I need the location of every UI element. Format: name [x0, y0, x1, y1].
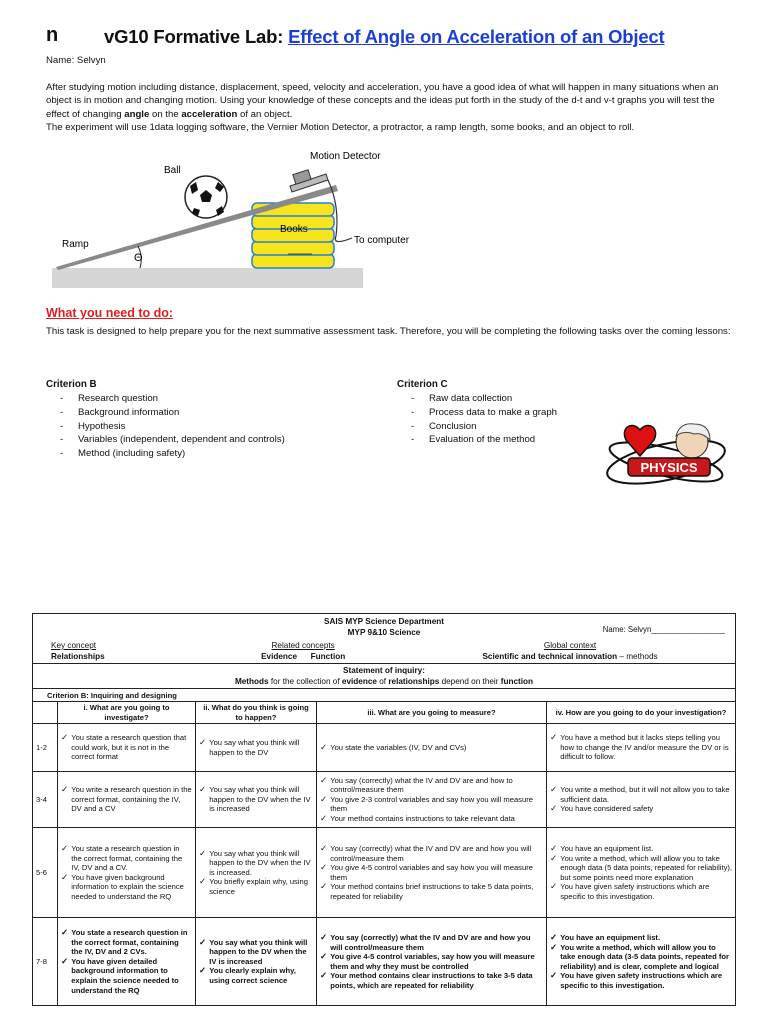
band-cell: 5-6 [33, 828, 58, 918]
check-item [199, 785, 313, 814]
criteria-cell [196, 772, 317, 828]
check-icon: ✓ [320, 862, 328, 873]
check-text: You briefly explain why, using science [209, 877, 308, 897]
global-context-value: Scientific and technical innovation [482, 652, 618, 661]
criteria-cell [196, 828, 317, 918]
global-context-suffix: – methods [617, 652, 658, 661]
band-cell: 3-4 [33, 772, 58, 828]
criteria-cell [58, 918, 196, 1006]
criteria-cell [196, 918, 317, 1006]
criteria-cell [58, 828, 196, 918]
col-head: iv. How are you going to do your investigation? [547, 702, 736, 724]
check-text: Your method contains instructions to take relevant data [330, 814, 515, 824]
rubric-name: Name: Selvyn_________________ [602, 625, 725, 634]
check-item [61, 928, 192, 957]
col-head: iii. What are you going to measure? [317, 702, 547, 724]
check-item [320, 971, 543, 990]
band-cell: 7-8 [33, 918, 58, 1006]
check-item [199, 966, 313, 985]
check-text: You write a method, but it will not allow you to take sufficient data. [560, 785, 730, 804]
check-icon: ✓ [550, 941, 558, 952]
criterion-c-list [397, 392, 597, 447]
related-concepts-cell [201, 639, 405, 664]
check-item [199, 938, 313, 967]
soi-text: depend on their [439, 677, 501, 686]
soccer-ball-icon [185, 176, 227, 218]
check-icon: ✓ [550, 931, 558, 942]
check-icon: ✓ [320, 951, 328, 962]
intro-bold-acceleration: acceleration [181, 108, 238, 120]
check-item [61, 957, 192, 995]
key-concept-cell [33, 639, 202, 664]
global-context-cell [405, 639, 735, 664]
check-icon: ✓ [320, 881, 328, 892]
check-text: You have given safety instructions which are specific to this investigation. [560, 971, 723, 990]
soi-text: for the collection of [268, 677, 342, 686]
criterion-c-title: Criterion C [397, 379, 448, 390]
check-text: You say what you think will happen to the DV when the IV is increased [209, 785, 311, 814]
col-head: i. What are you going to investigate? [58, 702, 196, 724]
list-item: - Variables (independent, dependent and controls) [46, 433, 376, 447]
check-icon: ✓ [61, 842, 69, 853]
check-item [320, 844, 543, 863]
check-item [320, 863, 543, 882]
intro-bold-angle: angle [124, 108, 150, 120]
check-item [320, 743, 543, 753]
check-item [550, 785, 732, 804]
check-icon: ✓ [199, 936, 207, 947]
soi-evidence: evidence [341, 677, 377, 686]
check-item [550, 943, 732, 972]
criterion-c-block [397, 379, 597, 447]
check-text: Your method contains brief instructions to take 5 data points, repeated for reliability [330, 882, 534, 901]
list-item: - Conclusion [397, 420, 597, 434]
check-text: You say (correctly) what the IV and DV are and how you will control/measure them [330, 843, 532, 863]
check-icon: ✓ [320, 842, 328, 853]
check-icon: ✓ [550, 842, 558, 853]
check-text: You state the variables (IV, DV and CVs) [330, 742, 467, 752]
rubric-dept: SAIS MYP Science Department [324, 617, 444, 626]
table-row [33, 918, 736, 1006]
check-item [550, 882, 732, 901]
check-icon: ✓ [550, 970, 558, 981]
i-love-physics-logo [602, 420, 732, 496]
check-text: You write a research question in the correct format, containing the IV, DV and a CV [71, 785, 192, 814]
heart-icon [624, 425, 655, 456]
criterion-b-block [46, 379, 376, 461]
check-item [199, 849, 313, 878]
motion-detector-icon [290, 170, 328, 192]
title-link[interactable]: Effect of Angle on Acceleration of an Object [288, 26, 665, 47]
check-text: You have considered safety [560, 804, 654, 814]
check-item [550, 733, 732, 762]
check-item [320, 795, 543, 814]
soi-function: function [500, 677, 534, 686]
check-item [320, 776, 543, 795]
check-icon: ✓ [199, 965, 207, 976]
check-item [550, 804, 732, 814]
check-text: You state a research question that could work, but it is not in the correct format [71, 733, 187, 762]
check-item [61, 873, 192, 902]
check-icon: ✓ [320, 813, 328, 824]
label-to-computer: To computer [354, 235, 410, 246]
check-text: You give 2-3 control variables and say how you will measure them [330, 794, 533, 814]
check-icon: ✓ [550, 732, 558, 743]
check-icon: ✓ [320, 931, 328, 942]
check-icon: ✓ [320, 793, 328, 804]
criteria-cell [547, 772, 736, 828]
name-line: Name: Selvyn [46, 55, 106, 66]
criterion-b-title: Criterion B [46, 379, 97, 390]
check-text: You have given background information to explain the science needed to understand the RQ [71, 872, 184, 901]
check-icon: ✓ [199, 784, 207, 795]
check-text: You state a research question in the correct format, containing the IV, DV and 2 CVs. [71, 928, 188, 957]
check-icon: ✓ [550, 881, 558, 892]
check-icon: ✓ [550, 784, 558, 795]
table-row [33, 724, 736, 772]
soi-text: of [376, 677, 389, 686]
band-head-cell [33, 702, 58, 724]
intro-p2: The experiment will use 1data logging software, the Vernier Motion Detector, a protractor, a ramp length, some books, and an object to roll. [46, 122, 635, 134]
col-head: ii. What do you think is going to happen? [196, 702, 317, 724]
check-text: You have a method but it lacks steps telling you how to change the IV and/or measure the DV or is difficult to follow. [560, 733, 729, 762]
related-concepts-label: Related concepts [271, 641, 335, 650]
check-icon: ✓ [61, 732, 69, 743]
related-concept-evidence: Evidence [261, 652, 298, 661]
band-cell: 1-2 [33, 724, 58, 772]
check-item [320, 882, 543, 901]
intro-mid: on the [151, 108, 179, 120]
label-motion-detector: Motion Detector [310, 151, 381, 162]
table-surface [52, 268, 363, 288]
check-icon: ✓ [199, 876, 207, 887]
criteria-cell [547, 918, 736, 1006]
check-text: You have given detailed background information to explain the science needed to understand the RQ [71, 956, 179, 995]
global-context-label: Global context [543, 641, 597, 650]
what-you-need-heading: What you need to do: [46, 306, 174, 320]
criterion-b-list [46, 392, 376, 461]
soi-label: Statement of inquiry: [343, 666, 425, 675]
experiment-diagram [40, 146, 440, 294]
criteria-cell [58, 724, 196, 772]
intro-end: of an object. [240, 108, 293, 120]
books-stack [252, 203, 334, 268]
check-icon: ✓ [320, 741, 328, 752]
check-text: You have an equipment list. [560, 843, 654, 853]
list-item: - Evaluation of the method [397, 433, 597, 447]
check-text: You have given safety instructions which are specific to this investigation. [560, 882, 710, 901]
rubric-criteria-table [32, 701, 736, 1006]
criteria-cell [196, 724, 317, 772]
label-ramp: Ramp [62, 239, 89, 250]
check-icon: ✓ [550, 852, 558, 863]
check-text: You say what you think will happen to the DV when the IV is increased. [209, 848, 311, 877]
check-item [61, 785, 192, 814]
statement-of-inquiry-cell [33, 664, 736, 689]
list-item: - Research question [46, 392, 376, 406]
check-icon: ✓ [61, 955, 69, 966]
criteria-cell [547, 724, 736, 772]
check-icon: ✓ [320, 970, 328, 981]
check-text: You give 4-5 control variables, say how you will measure them and why they must be controlled [330, 952, 535, 971]
soi-methods: Methods [234, 677, 269, 686]
page-title [104, 26, 664, 48]
criteria-cell [317, 772, 547, 828]
check-icon: ✓ [61, 927, 69, 938]
table-row [33, 772, 736, 828]
check-icon: ✓ [61, 871, 69, 882]
check-text: You say what you think will happen to the DV [209, 738, 300, 757]
logo-text: PHYSICS [640, 460, 698, 475]
intro-text [46, 81, 736, 135]
label-ball: Ball [164, 165, 181, 176]
check-item [199, 877, 313, 896]
check-icon: ✓ [61, 784, 69, 795]
check-item [550, 933, 732, 943]
check-item [550, 971, 732, 990]
list-item: - Method (including safety) [46, 447, 376, 461]
check-item [61, 844, 192, 873]
rubric-header-table [32, 613, 736, 689]
check-icon: ✓ [550, 803, 558, 814]
list-item: - Background information [46, 406, 376, 420]
check-item [550, 844, 732, 854]
check-text: You clearly explain why, using correct science [209, 966, 296, 986]
check-text: You say (correctly) what the IV and DV are and how to control/measure them [330, 775, 513, 795]
title-prefix: vG10 Formative Lab: [104, 26, 289, 47]
criteria-cell [547, 828, 736, 918]
intro-p1: After studying motion including distance, displacement, speed, velocity and acceleration, you have a good idea of what will happen in many situations when an object is in motion and changing motion. Using your knowledge of these concepts and the ideas put forth in the study of the d-t and v-t graphs you will test the effect of changing [46, 82, 719, 120]
rubric-body [33, 724, 736, 1006]
check-item [320, 933, 543, 952]
check-text: You write a method, which will allow you to take enough data (3-5 data points, repeated for reliability) and is clear, complete and logical [560, 942, 729, 971]
check-icon: ✓ [320, 774, 328, 785]
check-text: You give 4-5 control variables and say how you will measure them [330, 863, 533, 882]
check-text: You write a method, which will allow you to take enough data (5 data points, repeated for reliability), but some points need more explanation [560, 853, 733, 882]
related-concept-function: Function [310, 652, 346, 661]
label-theta: Θ [134, 252, 143, 264]
criteria-cell [317, 828, 547, 918]
check-item [199, 738, 313, 757]
check-text: You have an equipment list. [560, 932, 661, 942]
check-text: Your method contains clear instructions to take 3-5 data points, which are repeated for reliability [330, 971, 533, 990]
what-you-need-text: This task is designed to help prepare you for the next summative assessment task. Therefore, you will be completing the following tasks over the coming lessons: [46, 326, 731, 337]
page-letter: n [46, 24, 59, 46]
rubric-title-cell [33, 614, 736, 640]
list-item: - Process data to make a graph [397, 406, 597, 420]
soi-relationships: relationships [388, 677, 440, 686]
rubric-course: MYP 9&10 Science [347, 628, 421, 637]
check-icon: ✓ [199, 847, 207, 858]
check-icon: ✓ [199, 737, 207, 748]
check-item [320, 814, 543, 824]
table-row [33, 828, 736, 918]
check-item [61, 733, 192, 762]
criteria-cell [58, 772, 196, 828]
criteria-cell [317, 918, 547, 1006]
label-books: Books [280, 224, 308, 235]
check-item [320, 952, 543, 971]
key-concept-value: Relationships [51, 652, 105, 661]
key-concept-label: Key concept [51, 641, 97, 650]
check-item [550, 854, 732, 883]
check-text: You state a research question in the correct format, containing the IV, DV and a CV. [71, 843, 183, 873]
criterion-label: Criterion B: Inquiring and designing [32, 689, 736, 701]
rubric-table-wrapper [32, 613, 736, 1006]
list-item: - Raw data collection [397, 392, 597, 406]
criteria-cell [317, 724, 547, 772]
list-item: - Hypothesis [46, 420, 376, 434]
check-text: You say (correctly) what the IV and DV are and how you will control/measure them [330, 932, 531, 952]
check-text: You say what you think will happen to the DV when the IV is increased [209, 937, 308, 966]
